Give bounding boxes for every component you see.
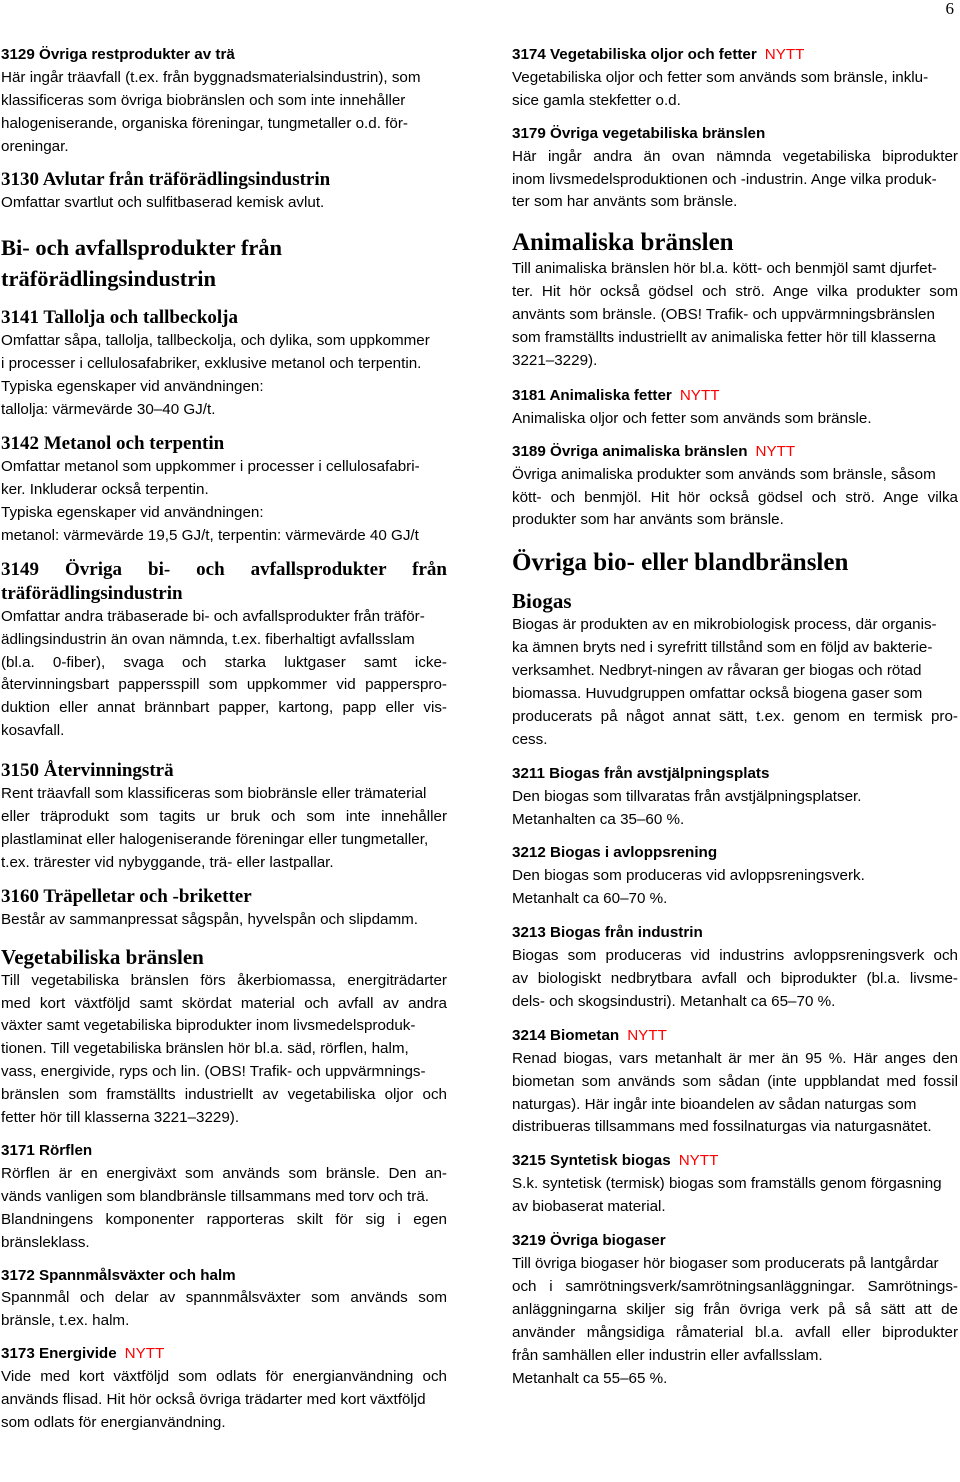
body-line: 3221–3229). xyxy=(512,351,598,369)
body-line: Rörflen är en energiväxt som används som bränsle. Den an- xyxy=(1,1164,447,1182)
section-3171 xyxy=(1,1140,447,1255)
section-heading: Övriga bio- eller blandbränslen xyxy=(512,549,849,577)
section-heading-row xyxy=(512,44,958,67)
body-line: som odlats för energianvändning. xyxy=(1,1413,226,1431)
bi-products-heading xyxy=(1,232,447,294)
body-line: klassificeras som övriga biobränslen och som inte innehåller xyxy=(1,91,406,109)
body-line: Animaliska oljor och fetter som används som bränsle. xyxy=(512,409,872,427)
section-heading-row xyxy=(512,1025,958,1048)
body-line: fetter hör till klasserna 3221–3229). xyxy=(1,1109,240,1127)
section-3211 xyxy=(512,763,958,832)
section-heading: 3160 Träpelletar och -briketter xyxy=(1,885,252,907)
new-badge: NYTT xyxy=(755,442,796,460)
body-line: Blandningens komponenter rapporteras skilt för sig i egen xyxy=(1,1210,447,1228)
body-line: Omfattar andra träbaserade bi- och avfallsprodukter från träför- xyxy=(1,607,425,625)
section-vegetabiliska xyxy=(1,944,447,1130)
section-3189 xyxy=(512,441,958,533)
section-heading-row xyxy=(1,1343,447,1366)
body-line: av biobaserat material. xyxy=(512,1198,666,1216)
section-heading: 3150 Återvinningsträ xyxy=(1,760,174,782)
section-heading: 3212 Biogas i avloppsrening xyxy=(512,844,718,862)
left-column xyxy=(1,44,447,1435)
body-line: halogeniserande, organiska föreningar, tungmetaller o.d. för- xyxy=(1,114,408,132)
new-badge: NYTT xyxy=(124,1345,165,1363)
body-line: ädlingsindustrin än ovan nämnda, t.ex. fiberhaltigt avfallsslam xyxy=(1,630,415,648)
new-badge: NYTT xyxy=(627,1026,667,1044)
body-line: använder mångsidiga råmaterial bl.a. avfall eller biprodukter xyxy=(512,1323,958,1341)
section-heading: 3179 Övriga vegetabiliska bränslen xyxy=(512,124,766,142)
section-3149 xyxy=(1,558,447,743)
section-3179 xyxy=(512,123,958,215)
body-line: används flisad. Hit hör också övriga trädarter med kort växtföljd xyxy=(1,1391,426,1409)
body-line: Den biogas som produceras vid avloppsreningsverk. xyxy=(512,867,865,885)
body-line: kött- och benmjöl. Hit hör också gödsel och strö. Ange vilka xyxy=(512,488,958,506)
body-line: bränsle, t.ex. halm. xyxy=(1,1312,130,1330)
section-animaliska xyxy=(512,228,958,373)
section-heading: 3174 Vegetabiliska oljor och fetter xyxy=(512,46,757,63)
new-badge: NYTT xyxy=(679,386,720,404)
body-line: växter samt vegetabiliska biprodukter inom livsmedelsproduk- xyxy=(1,1017,416,1035)
body-line: biometan som används som sådan (inte uppblandat med fossil xyxy=(512,1072,958,1090)
body-line: ker. Inkluderar också terpentin. xyxy=(1,480,209,498)
section-biogas xyxy=(512,588,958,751)
body-line: anläggningarna skiljer sig från övriga verk på så sätt att de xyxy=(512,1300,958,1318)
page-number: 6 xyxy=(945,0,954,18)
section-heading-row xyxy=(512,1150,958,1173)
body-line: duktion eller annat brännbart papper, kartong, papp eller vis- xyxy=(1,699,447,717)
section-heading: 3213 Biogas från industrin xyxy=(512,924,703,942)
body-line: av biologiskt nedbrytbara avfall och biprodukter (bl.a. livsme- xyxy=(512,970,958,987)
section-heading: träförädlingsindustrin xyxy=(1,582,183,604)
section-heading: 3211 Biogas från avstjälpningsplats xyxy=(512,764,770,782)
body-line: Till övriga biogaser hör biogaser som producerats på lantgårdar xyxy=(512,1254,939,1272)
section-3130 xyxy=(1,168,447,215)
body-line: Den biogas som tillvaratas från avstjälpningsplatser. xyxy=(512,787,862,805)
section-heading: 3189 Övriga animaliska bränslen xyxy=(512,442,748,460)
new-badge: NYTT xyxy=(764,46,805,63)
group-heading-line: Bi- och avfallsprodukter från xyxy=(1,235,283,261)
section-3160 xyxy=(1,885,447,932)
section-3172 xyxy=(1,1265,447,1334)
body-line: Till animaliska bränslen hör bl.a. kött- och benmjöl samt djurfet- xyxy=(512,260,937,278)
body-line: Övriga animaliska produkter som används som bränsle, såsom xyxy=(512,465,936,483)
section-3214 xyxy=(512,1025,958,1140)
body-line: metanol: värmevärde 19,5 GJ/t, terpentin: värmevärde 40 GJ/t xyxy=(1,526,419,544)
section-heading: Vegetabiliska bränslen xyxy=(1,944,204,969)
body-line: Består av sammanpressat sågspån, hyvelspån och slipdamm. xyxy=(1,910,419,928)
body-line: vass, energivide, ryps och lin. (OBS! Trafik- och uppvärmnings- xyxy=(1,1063,426,1081)
body-line: från samhällen eller industrin eller avfallsslam. xyxy=(512,1346,823,1364)
body-line: med kort växtföljd samt skördat material och avfall av andra xyxy=(1,994,447,1012)
section-heading: 3214 Biometan xyxy=(512,1026,620,1044)
body-line: Här ingår andra än ovan nämnda vegetabiliska biprodukter xyxy=(512,147,958,165)
body-line: eller träprodukt som tagits ur bruk och som inte innehåller xyxy=(1,808,447,826)
body-line: och i samrötningsverk/samrötningsanläggningar. Samrötnings- xyxy=(512,1277,958,1295)
body-line: Omfattar metanol som uppkommer i processer i cellulosafabri- xyxy=(1,458,420,476)
body-line: Biogas som produceras vid industrins avloppsreningsverk och xyxy=(512,947,958,965)
section-heading: 3142 Metanol och terpentin xyxy=(1,433,225,455)
section-heading: 3172 Spannmålsväxter och halm xyxy=(1,1266,236,1284)
body-line: naturgas). Här ingår inte bioandelen av sådan naturgas som xyxy=(512,1095,917,1113)
body-line: återvinningsbart pappersspill som uppkommer vid papperspro- xyxy=(1,676,447,694)
body-line: biomassa. Huvudgruppen omfattar också biogena gaser som xyxy=(512,685,923,703)
section-heading-row xyxy=(512,441,958,464)
section-3173 xyxy=(1,1343,447,1435)
body-line: ter. Hit hör också gödsel och strö. Ange vilka produkter som xyxy=(512,283,958,301)
body-line: verksamhet. Nedbryt-ningen av råvaran ger biogas och rötad xyxy=(512,662,922,680)
body-line: Metanhalt ca 60–70 %. xyxy=(512,890,668,908)
body-line: S.k. syntetisk (termisk) biogas som framställs genom förgasning xyxy=(512,1175,942,1193)
body-line: Renad biogas, vars metanhalt är mer än 95 %. Här anges den xyxy=(512,1049,958,1067)
section-heading: 3171 Rörflen xyxy=(1,1142,93,1159)
section-3150 xyxy=(1,759,447,875)
section-3174 xyxy=(512,44,958,113)
section-heading: 3181 Animaliska fetter xyxy=(512,386,672,404)
body-line: Metanhalten ca 35–60 %. xyxy=(512,810,685,828)
section-heading: 3215 Syntetisk biogas xyxy=(512,1152,671,1170)
section-heading: Animaliska bränslen xyxy=(512,229,734,257)
section-3213 xyxy=(512,922,958,1014)
body-line: Rent träavfall som klassificeras som biobränsle eller trämaterial xyxy=(1,785,427,803)
body-line: Metanhalt ca 55–65 %. xyxy=(512,1369,668,1387)
body-line: Till vegetabiliska bränslen förs åkerbiomassa, energiträdarter xyxy=(1,971,447,989)
section-3129 xyxy=(1,44,447,159)
body-line: ter som har använts som bränsle. xyxy=(512,193,738,211)
body-line: Typiska egenskaper vid användningen: xyxy=(1,503,264,521)
body-line: använts som bränsle. (OBS! Trafik- och uppvärmningsbränslen xyxy=(512,306,935,324)
body-line: Omfattar svartlut och sulfitbaserad kemisk avlut. xyxy=(1,193,325,211)
body-line: distribueras tillsammans med fossilnaturgas via naturgasnätet. xyxy=(512,1118,932,1136)
new-badge: NYTT xyxy=(678,1152,719,1170)
body-line: Här ingår träavfall (t.ex. från byggnadsmaterialsindustrin), som xyxy=(1,68,421,86)
body-line: tionen. Till vegetabiliska bränslen hör bl.a. säd, rörflen, halm, xyxy=(1,1040,409,1058)
body-line: bränsleklass. xyxy=(1,1233,90,1251)
body-line: ka ämnen bryts ned i syrefritt tillstånd som en följd av bakterie- xyxy=(512,639,933,657)
body-line: sice gamla stekfetter o.d. xyxy=(512,91,681,109)
section-heading: Biogas xyxy=(512,589,572,614)
body-line: dels- och skogsindustri). Metanhalt ca 65–70 %. xyxy=(512,992,836,1010)
section-heading: 3149 Övriga bi- och avfallsprodukter från xyxy=(1,558,447,580)
section-heading: 3219 Övriga biogaser xyxy=(512,1232,666,1250)
section-ovriga-bio xyxy=(512,548,958,578)
group-heading-line: träförädlingsindustrin xyxy=(1,266,217,292)
section-3215 xyxy=(512,1150,958,1219)
body-line: Omfattar såpa, tallolja, tallbeckolja, och dylika, som uppkommer xyxy=(1,332,430,350)
body-line: cess. xyxy=(512,730,548,748)
section-heading: 3141 Tallolja och tallbeckolja xyxy=(1,307,238,329)
body-line: producerats på något annat sätt, t.ex. genom en termisk pro- xyxy=(512,707,958,725)
section-3141 xyxy=(1,306,447,422)
body-line: tallolja: värmevärde 30–40 GJ/t. xyxy=(1,401,216,419)
section-heading: 3173 Energivide xyxy=(1,1345,117,1363)
body-line: produkter som har använts som bränsle. xyxy=(512,511,784,529)
body-line: Vide med kort växtföljd som odlats för energianvändning och xyxy=(1,1368,447,1386)
body-line: (bl.a. 0-fiber), svaga och starka luktgaser samt icke- xyxy=(1,653,447,671)
right-column xyxy=(512,44,958,1390)
section-heading: 3129 Övriga restprodukter av trä xyxy=(1,46,235,63)
section-heading: 3130 Avlutar från träförädlingsindustrin xyxy=(1,168,331,190)
body-line: Vegetabiliska oljor och fetter som används som bränsle, inklu- xyxy=(512,68,929,86)
body-line: Typiska egenskaper vid användningen: xyxy=(1,378,264,396)
body-line: inom livsmedelsproduktionen och -industrin. Ange vilka produk- xyxy=(512,170,937,188)
section-3212 xyxy=(512,842,958,911)
body-line: bränslen som framställts industriellt av vegetabiliska oljor och xyxy=(1,1086,447,1104)
body-line: Spannmål och delar av spannmålsväxter som används som xyxy=(1,1289,447,1307)
section-3181 xyxy=(512,385,958,431)
section-heading-row xyxy=(512,385,958,408)
body-line: t.ex. trärester vid nybyggande, trä- eller lastpallar. xyxy=(1,853,334,871)
section-3219 xyxy=(512,1230,958,1390)
body-line: plastlaminat eller halogeniserande föreningar eller tungmetaller, xyxy=(1,830,429,848)
body-line: oreningar. xyxy=(1,137,69,155)
body-line: i processer i cellulosafabriker, exklusive metanol och terpentin. xyxy=(1,355,422,373)
body-line: Biogas är produkten av en mikrobiologisk process, där organis- xyxy=(512,616,937,634)
body-line: kosavfall. xyxy=(1,722,65,740)
section-3142 xyxy=(1,432,447,548)
body-line: som framställts industriellt av animaliska fetter hör till klasserna xyxy=(512,329,936,347)
body-line: vänds vanligen som blandbränsle tillsammans med torv och trä. xyxy=(1,1187,429,1205)
